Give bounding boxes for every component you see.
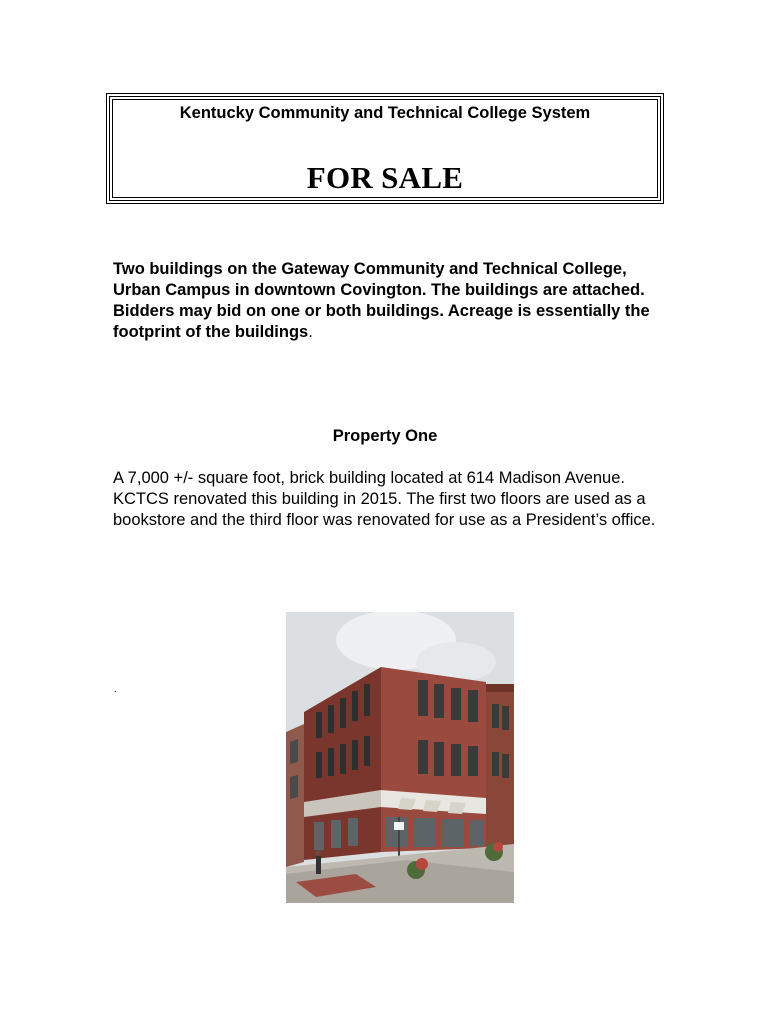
header-box [106, 93, 664, 204]
organization-title: Kentucky Community and Technical College System [179, 104, 591, 122]
stray-mark: . [114, 684, 117, 694]
building-photo [286, 612, 514, 903]
intro-period: . [308, 323, 313, 341]
intro-paragraph [113, 259, 673, 343]
property-one-heading: Property One [332, 427, 438, 445]
intro-text: Two buildings on the Gateway Community and Technical College, Urban Campus in downtown Covington. The buildings are attached. Bidders may bid on one or both buildings. Acreage is essentially the footprint of the buildings [113, 260, 650, 341]
property-one-description: A 7,000 +/- square foot, brick building located at 614 Madison Avenue. KCTCS renovated this building in 2015. The first two floors are used as a bookstore and the third floor was renovated for use as a President’s office. [113, 469, 656, 529]
for-sale-headline: FOR SALE [306, 160, 464, 195]
